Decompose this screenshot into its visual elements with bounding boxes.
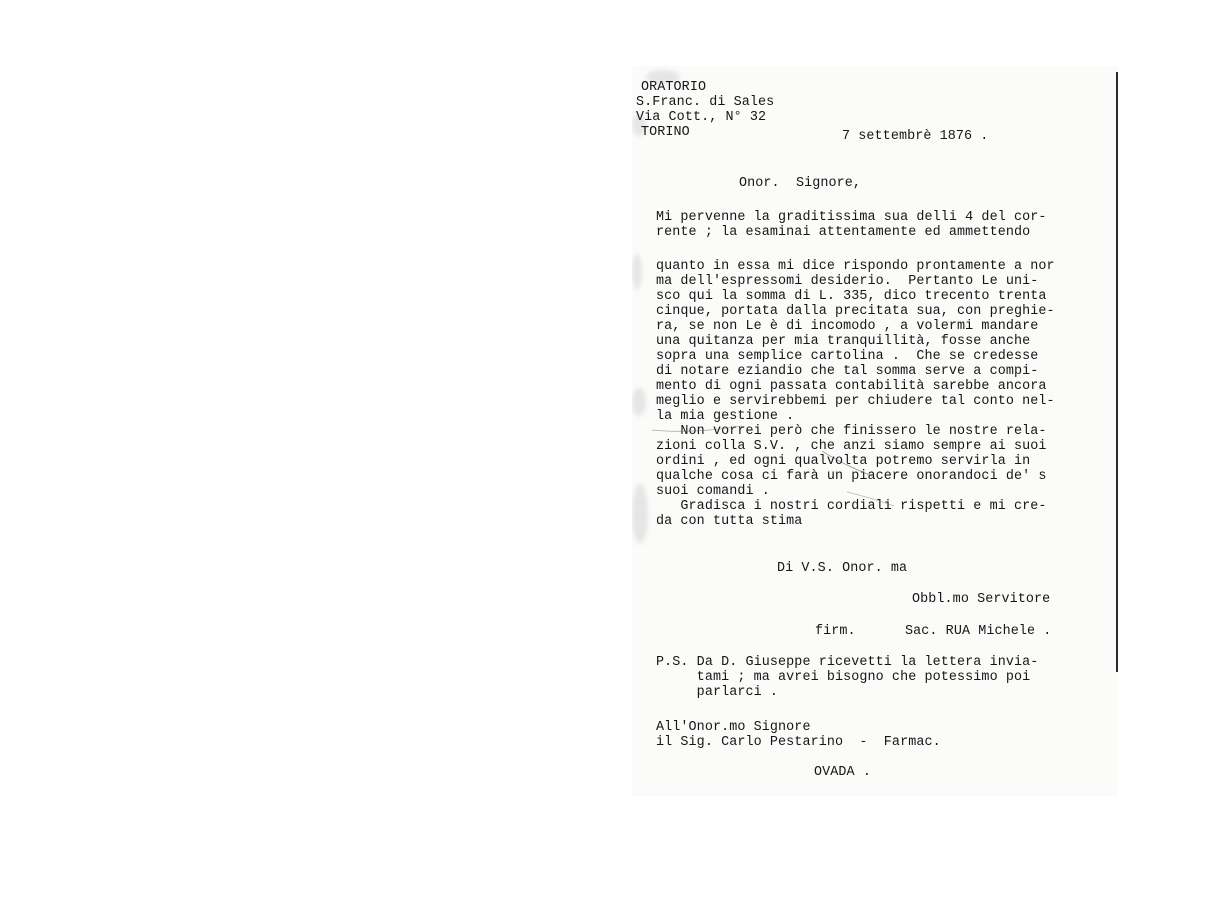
body-line: la mia gestione . bbox=[656, 409, 795, 424]
body-line: cinque, portata dalla precitata sua, con preghie- bbox=[656, 304, 1055, 319]
address-line: All'Onor.mo Signore bbox=[656, 720, 811, 735]
body-line: una quitanza per mia tranquillità, fosse anche bbox=[656, 334, 1031, 349]
body-line: Gradisca i nostri cordiali rispetti e mi cre- bbox=[656, 499, 1047, 514]
closing-servant: Obbl.mo Servitore bbox=[912, 592, 1051, 607]
header-city: TORINO bbox=[641, 125, 690, 140]
address-line: il Sig. Carlo Pestarino - Farmac. bbox=[656, 735, 941, 750]
body-line: ordini , ed ogni qualvolta potremo servirla in bbox=[656, 454, 1031, 469]
pen-marks bbox=[632, 66, 1118, 796]
salutation: Onor. Signore, bbox=[739, 176, 862, 191]
body-line: quanto in essa mi dice rispondo prontamente a nor bbox=[656, 259, 1055, 274]
header-name: S.Franc. di Sales bbox=[636, 95, 775, 110]
body-line: mento di ogni passata contabilità sarebbe ancora bbox=[656, 379, 1047, 394]
body-line: sco qui la somma di L. 335, dico trecento trenta bbox=[656, 289, 1047, 304]
body-line: ma dell'espressomi desiderio. Pertanto Le uni- bbox=[656, 274, 1039, 289]
closing: Di V.S. Onor. ma bbox=[777, 561, 908, 576]
body-line: Mi pervenne la graditissima sua delli 4 del cor- bbox=[656, 210, 1047, 225]
ps-line: P.S. Da D. Giuseppe ricevetti la lettera invia- bbox=[656, 655, 1039, 670]
signature-prefix: firm. bbox=[815, 624, 856, 639]
body-line: qualche cosa ci farà un piacere onorandoci de' s bbox=[656, 469, 1047, 484]
ps-line: parlarci . bbox=[656, 685, 779, 700]
letter-date: 7 settembrè 1876 . bbox=[842, 129, 989, 144]
body-line: zioni colla S.V. , che anzi siamo sempre ai suoi bbox=[656, 439, 1047, 454]
body-line: suoi comandi . bbox=[656, 484, 770, 499]
letter-page bbox=[632, 66, 1118, 796]
body-line: da con tutta stima bbox=[656, 514, 803, 529]
body-line: sopra una semplice cartolina . Che se credesse bbox=[656, 349, 1039, 364]
header-org: ORATORIO bbox=[641, 80, 707, 95]
address-city: OVADA . bbox=[814, 765, 871, 780]
body-line: di notare eziandio che tal somma serve a compi- bbox=[656, 364, 1039, 379]
body-line: rente ; la esaminai attentamente ed ammettendo bbox=[656, 225, 1031, 240]
body-line: ra, se non Le è di incomodo , a volermi mandare bbox=[656, 319, 1039, 334]
body-line: meglio e servirebbemi per chiudere tal conto nel- bbox=[656, 394, 1055, 409]
header-street: Via Cott., N° 32 bbox=[636, 110, 767, 125]
body-line: Non vorrei però che finissero le nostre rela- bbox=[656, 424, 1047, 439]
ps-line: tami ; ma avrei bisogno che potessimo poi bbox=[656, 670, 1031, 685]
signature-name: Sac. RUA Michele . bbox=[905, 624, 1052, 639]
